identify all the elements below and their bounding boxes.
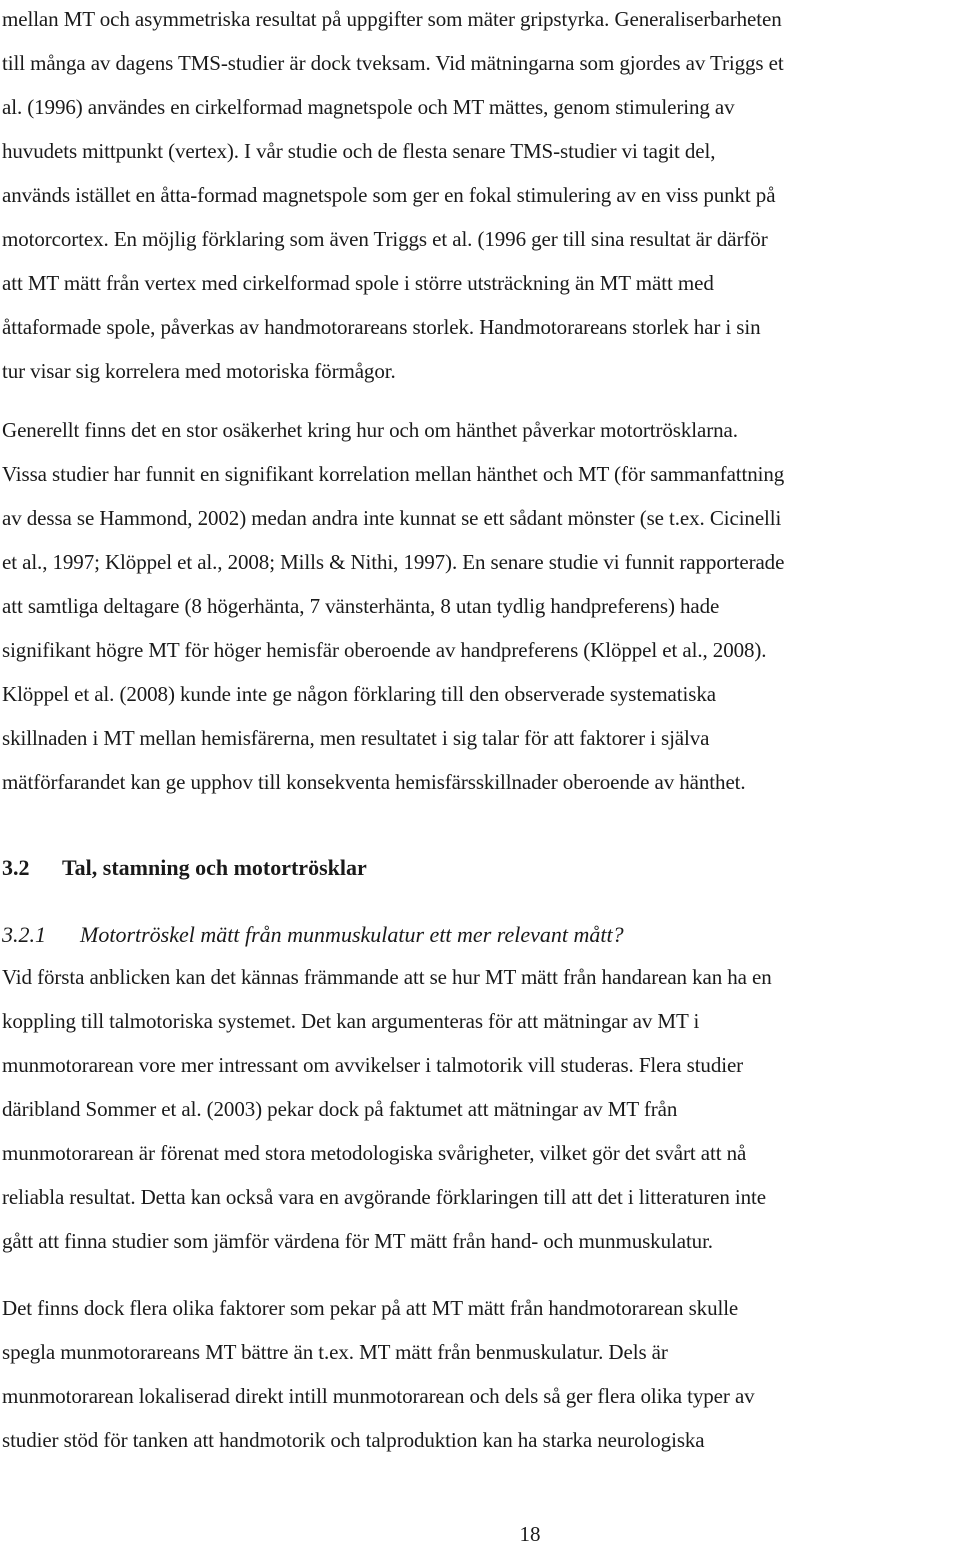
paragraph-handedness-tms: mellan MT och asymmetriska resultat på uppgifter som mäter gripstyrka. Generaliserbarheten till många av dagens TMS-studier är dock tveksam. Vid mätningarna som gjordes av Triggs et al. (1996) användes en cirkelformad magnetspole och MT mättes, genom stimulering av huvudets mittpunkt (vertex). I vår studie och de flesta senare TMS-studier vi tagit del, används istället en åtta-formad magnetspole som ger en fokal stimulering av en viss punkt på motorcortex. En möjlig förklaring som även Triggs et al. (1996 ger till sina resultat är därför att MT mätt från vertex med cirkelformad spole i större utsträckning än MT mätt med åttaformade spole, påverkas av handmotorareans storlek. Handmotorareans storlek har i sin tur visar sig korrelera med motoriska förmågor. <box>2 7 784 383</box>
page-number: 18 <box>519 1522 541 1546</box>
subsection-number: 3.2.1 <box>2 922 46 947</box>
section-number: 3.2 <box>2 855 30 880</box>
subsection-title: Motortröskel mätt från munmuskulatur ett mer relevant mått? <box>80 922 624 947</box>
section-heading <box>2 853 367 883</box>
paragraph-handedness-uncertainty: Generellt finns det en stor osäkerhet kring hur och om hänthet påverkar motortrösklarna. Vissa studier har funnit en signifikant korrelation mellan hänthet och MT (för sammanfattning av dessa se Hammond, 2002) medan andra inte kunnat se ett sådant mönster (se t.ex. Cicinelli et al., 1997; Klöppel et al., 2008; Mills & Nithi, 1997). En senare studie vi funnit rapporterade att samtliga deltagare (8 högerhänta, 7 vänsterhänta, 8 utan tydlig handpreferens) hade signifikant högre MT för höger hemisfär oberoende av handpreferens (Klöppel et al., 2008). Klöppel et al. (2008) kunde inte ge någon förklaring till den observerade systematiska skillnaden i MT mellan hemisfärerna, men resultatet i sig talar för att faktorer i själva mätförfarandet kan ge upphov till konsekventa hemisfärsskillnader oberoende av hänthet. <box>2 418 785 794</box>
section-title: Tal, stamning och motortrösklar <box>62 855 367 880</box>
paragraph-mouth-motor-area: Vid första anblicken kan det kännas främmande att se hur MT mätt från handarean kan ha en koppling till talmotoriska systemet. Det kan argumenteras för att mätningar av MT i munmotorarean vore mer intressant om avvikelser i talmotorik vill studeras. Flera studier däribland Sommer et al. (2003) pekar dock på faktumet att mätningar av MT från munmotorarean är förenat med stora metodologiska svårigheter, vilket gör det svårt att nå reliabla resultat. Detta kan också vara en avgörande förklaringen till att det i litteraturen inte gått att finna studier som jämför värdena för MT mätt från hand- och munmuskulatur. <box>2 965 772 1253</box>
paragraph-hand-motor-area: Det finns dock flera olika faktorer som pekar på att MT mätt från handmotorarean skulle spegla munmotorareans MT bättre än t.ex. MT mätt från benmuskulatur. Dels är munmotorarean lokaliserad direkt intill munmotorarean och dels så ger flera olika typer av studier stöd för tanken att handmotorik och talproduktion kan ha starka neurologiska <box>2 1296 755 1452</box>
subsection-heading <box>2 920 624 950</box>
